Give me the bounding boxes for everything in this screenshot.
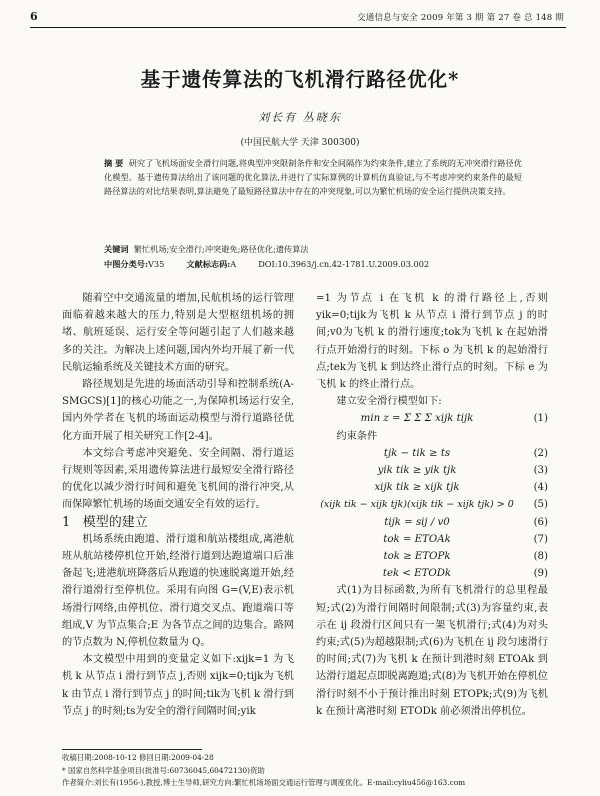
equation-formula: tok = ETOAk	[383, 533, 451, 545]
intro-paragraph-3: 本文综合考虑冲突避免、安全间隔、滑行道运行规则等因素,采用遗传算法进行最短安全滑行路径的优化以减少滑行时间和避免飞机间的滑行冲突,从而保障繁忙机场的场面交通安全有效的运行。	[62, 447, 294, 511]
equation-4	[316, 479, 548, 496]
footnote-rule	[62, 749, 202, 750]
equation-number: (5)	[533, 499, 548, 511]
affiliation: (中国民航大学 天津 300300)	[240, 138, 360, 148]
journal-info: 交通信息与安全 2009 年第 3 期 第 27 卷 总 148 期	[357, 13, 564, 23]
equation-formula: tek < ETODk	[382, 568, 452, 580]
equation-6	[316, 514, 548, 531]
clc-label: 中图分类号:	[104, 259, 148, 269]
equation-number: (2)	[533, 447, 548, 459]
equation-7	[316, 531, 548, 548]
equation-number: (3)	[533, 465, 548, 476]
equation-number: (4)	[533, 482, 548, 494]
doc-code-label: 文献标志码:	[186, 259, 231, 269]
footnotes	[62, 752, 552, 790]
footnote-dates: 收稿日期:2008-10-12 修回日期:2009-04-28	[62, 753, 214, 762]
equation-formula: xijk tik ≥ xijk tjk	[374, 482, 460, 494]
equation-formula: (xijk tik − xijk tjk)(xijk tik − xijk tjk) > 0	[320, 499, 514, 511]
equation-formula: min z = Σ Σ Σ xijk tijk	[360, 413, 474, 425]
equation-1	[316, 410, 548, 427]
equation-number: (8)	[533, 550, 548, 562]
section-number: 1	[62, 514, 71, 530]
equation-formula: tok ≥ ETOPk	[383, 550, 451, 562]
doi: DOI:10.3963/j.cn.42-1781.U.2009.03.002	[258, 259, 430, 269]
constraint-label: 约束条件	[336, 430, 378, 442]
abstract-label: 摘 要	[104, 158, 124, 168]
equation-number: (6)	[533, 516, 548, 528]
equation-explanation: 式(1)为目标函数,为所有飞机滑行的总里程最短;式(2)为滑行间隔时间限制;式(3)为容量约束,表示在 ij 段滑行区间只有一架飞机滑行;式(4)为对头约束;式(5)为超越限制;式(6)为飞机在 ij 段匀速滑行的时间;式(7)为飞机 k 在预计到港时刻 ETOAk 到达滑行道起点即脱离跑道;式(8)为飞机开始在停机位滑行时刻不小于预计推出时刻 ETOPk;式(9)为飞机 k 在预计离港时刻 ETODk 前必须滑出停机位。	[316, 585, 548, 717]
variable-definitions: =1 为节点 i 在飞机 k 的滑行路径上,否则 yik=0;tijk为飞机 k 从节点 i 滑行到节点 j 的时间;v0为飞机 k 的滑行速度;tok为飞机 k 在起始滑行点开始滑行的时刻。下标 o 为飞机 k 的起始滑行点;tek为飞机 k 到达终止滑行点的时刻。下标 e 为飞机 k 的终止滑行点。	[316, 293, 548, 391]
equation-2	[316, 445, 548, 462]
equation-3	[316, 462, 548, 479]
right-column	[316, 290, 548, 720]
equation-9	[316, 565, 548, 582]
equation-8	[316, 548, 548, 565]
intro-paragraph-1: 随着空中交通流量的增加,民航机场的运行管理面临着越来越大的压力,特别是大型枢纽机场的拥堵、航班延误、运行安全等问题引起了人们越来越多的关注。为解决上述问题,国内外均开展了新一代民航运输系统及关键技术方面的研究。	[62, 293, 294, 373]
keywords-text: 繁忙机场;安全滑行;冲突避免;路径优化;遗传算法	[133, 244, 309, 254]
intro-paragraph-2: 路径规划是先进的场面活动引导和控制系统(A-SMGCS)[1]的核心功能之一,为保障机场运行安全,国内外学者在飞机的场面运动模型与滑行道路径优化方面开展了相关研究工作[2-4]。	[62, 379, 294, 442]
model-paragraph-2: 本文模型中用到的变量定义如下:xijk=1 为飞机 k 从节点 i 滑行到节点 j,否则 xijk=0;tijk为飞机 k 由节点 i 滑行到节点 j 的时间;tik为飞机 k 滑行到节点 j 的时刻;ts为安全的滑行间隔时间;yik	[62, 654, 294, 717]
authors: 刘长有 丛晓东	[258, 111, 342, 124]
model-intro: 建立安全滑行模型如下:	[336, 396, 442, 408]
equation-formula: yik tik ≥ yik tjk	[377, 465, 457, 476]
equation-number: (1)	[533, 413, 548, 425]
model-paragraph-1: 机场系统由跑道、滑行道和航站楼组成,离港航班从航站楼停机位开始,经滑行道到达跑道端口后准备起飞;进港航班降落后从跑道的快速脱离道开始,经滑行道滑行至停机位。采用有向图 G=(V,E)表示机场滑行网络,由停机位、滑行道交叉点、跑道端口等组成,V 为节点集合;E 为各节点之间的边集合。路网的节点数为 N,停机位数量为 Q。	[62, 533, 294, 649]
section-heading	[62, 514, 294, 531]
footnote-funding: * 国家自然科学基金项目(批准号:60736045,60472130)资助	[62, 765, 265, 775]
equation-number: (9)	[533, 568, 548, 580]
footnote-author-bio: 作者简介:刘长有(1956-),教授,博士生导师,研究方向:繁忙机场场面交通运行管理与调度优化。E-mail:cyliu456@163.com	[62, 778, 466, 787]
abstract	[104, 156, 522, 198]
equation-5	[316, 496, 548, 513]
header-rule	[30, 27, 566, 28]
doc-code-value: A	[230, 259, 237, 269]
classification-line	[104, 259, 524, 270]
keywords	[104, 244, 522, 255]
keywords-label: 关键词	[104, 244, 129, 254]
equation-formula: tjk − tik ≥ ts	[383, 447, 451, 459]
left-column	[62, 290, 294, 720]
abstract-text: 研究了飞机场面安全滑行问题,将典型冲突限制条件和安全间隔作为约束条件,建立了系统的无冲突滑行路径优化模型。基于遗传算法给出了该问题的优化算法,并进行了实际算例的计算机仿真验证,与不考虑冲突约束条件的最短路径算法的对比结果表明,算法避免了最短路径算法中存在的冲突现象,可以为繁忙机场的安全运行提供决策支持。	[104, 158, 522, 196]
paper-title: 基于遗传算法的飞机滑行路径优化*	[140, 68, 460, 91]
page-number: 6	[30, 10, 38, 23]
equation-formula: tijk = sij / v0	[384, 516, 450, 528]
section-title: 模型的建立	[82, 514, 148, 530]
equation-number: (7)	[533, 533, 548, 545]
clc-value: V35	[147, 259, 165, 269]
